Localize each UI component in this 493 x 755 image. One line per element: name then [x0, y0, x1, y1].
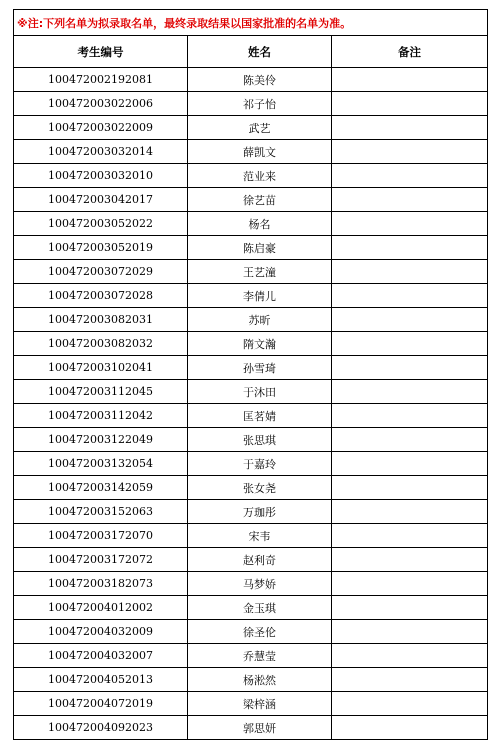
- table-row: [14, 92, 488, 116]
- cell-remark: [332, 452, 488, 476]
- header-name: 姓名: [188, 36, 332, 68]
- table-row: [14, 524, 488, 548]
- table-row: [14, 692, 488, 716]
- cell-exam-id: 100472003022006: [14, 92, 188, 116]
- cell-remark: [332, 68, 488, 92]
- cell-remark: [332, 476, 488, 500]
- cell-remark: [332, 212, 488, 236]
- cell-exam-id: 100472003102041: [14, 356, 188, 380]
- cell-exam-id: 100472003112042: [14, 404, 188, 428]
- cell-remark: [332, 284, 488, 308]
- cell-name: 徐圣伦: [188, 620, 332, 644]
- cell-name: 乔慧莹: [188, 644, 332, 668]
- cell-exam-id: 100472003122049: [14, 428, 188, 452]
- cell-remark: [332, 524, 488, 548]
- table-row: [14, 140, 488, 164]
- cell-remark: [332, 668, 488, 692]
- table-row: [14, 500, 488, 524]
- cell-name: 祁子怡: [188, 92, 332, 116]
- cell-exam-id: 100472004052013: [14, 668, 188, 692]
- cell-remark: [332, 116, 488, 140]
- cell-remark: [332, 236, 488, 260]
- cell-name: 于嘉玲: [188, 452, 332, 476]
- cell-name: 于沐田: [188, 380, 332, 404]
- table-row: [14, 620, 488, 644]
- table-row: [14, 428, 488, 452]
- cell-name: 隋文瀚: [188, 332, 332, 356]
- cell-name: 杨淞然: [188, 668, 332, 692]
- cell-exam-id: 100472002192081: [14, 68, 188, 92]
- cell-remark: [332, 404, 488, 428]
- cell-name: 苏昕: [188, 308, 332, 332]
- cell-name: 李倩儿: [188, 284, 332, 308]
- table-row: [14, 452, 488, 476]
- table-row: [14, 236, 488, 260]
- cell-exam-id: 100472004032007: [14, 644, 188, 668]
- cell-exam-id: 100472003182073: [14, 572, 188, 596]
- table-row: [14, 548, 488, 572]
- cell-name: 匡茗婧: [188, 404, 332, 428]
- table-row: [14, 68, 488, 92]
- cell-name: 张女尧: [188, 476, 332, 500]
- cell-remark: [332, 548, 488, 572]
- cell-remark: [332, 164, 488, 188]
- cell-name: 宋韦: [188, 524, 332, 548]
- note-row: [14, 10, 488, 36]
- table-row: [14, 188, 488, 212]
- cell-name: 武艺: [188, 116, 332, 140]
- table-row: [14, 284, 488, 308]
- cell-name: 杨名: [188, 212, 332, 236]
- table-row: [14, 404, 488, 428]
- cell-exam-id: 100472004072019: [14, 692, 188, 716]
- cell-name: 范业来: [188, 164, 332, 188]
- cell-exam-id: 100472003152063: [14, 500, 188, 524]
- cell-remark: [332, 188, 488, 212]
- cell-exam-id: 100472003082031: [14, 308, 188, 332]
- cell-exam-id: 100472003032010: [14, 164, 188, 188]
- cell-exam-id: 100472003132054: [14, 452, 188, 476]
- cell-remark: [332, 500, 488, 524]
- header-exam-id: 考生编号: [14, 36, 188, 68]
- cell-name: 金玉琪: [188, 596, 332, 620]
- cell-remark: [332, 140, 488, 164]
- table-row: [14, 260, 488, 284]
- cell-exam-id: 100472004012002: [14, 596, 188, 620]
- cell-exam-id: 100472003142059: [14, 476, 188, 500]
- table-row: [14, 596, 488, 620]
- cell-remark: [332, 620, 488, 644]
- table-row: [14, 572, 488, 596]
- cell-name: 马梦娇: [188, 572, 332, 596]
- cell-remark: [332, 260, 488, 284]
- cell-remark: [332, 572, 488, 596]
- cell-name: 梁梓涵: [188, 692, 332, 716]
- admission-list-sheet: [13, 9, 487, 740]
- cell-remark: [332, 380, 488, 404]
- table-row: [14, 212, 488, 236]
- cell-remark: [332, 692, 488, 716]
- cell-exam-id: 100472003052019: [14, 236, 188, 260]
- table-row: [14, 644, 488, 668]
- cell-remark: [332, 428, 488, 452]
- cell-exam-id: 100472003052022: [14, 212, 188, 236]
- cell-exam-id: 100472003172070: [14, 524, 188, 548]
- cell-name: 徐艺苗: [188, 188, 332, 212]
- cell-exam-id: 100472003072028: [14, 284, 188, 308]
- cell-name: 万珈彤: [188, 500, 332, 524]
- cell-exam-id: 100472003032014: [14, 140, 188, 164]
- cell-remark: [332, 716, 488, 740]
- table-row: [14, 332, 488, 356]
- cell-exam-id: 100472004092023: [14, 716, 188, 740]
- cell-exam-id: 100472003112045: [14, 380, 188, 404]
- cell-name: 赵利奇: [188, 548, 332, 572]
- cell-exam-id: 100472003022009: [14, 116, 188, 140]
- table-row: [14, 116, 488, 140]
- admission-table: [13, 9, 488, 740]
- cell-name: 薛凯文: [188, 140, 332, 164]
- cell-remark: [332, 92, 488, 116]
- cell-exam-id: 100472003172072: [14, 548, 188, 572]
- table-row: [14, 716, 488, 740]
- table-row: [14, 164, 488, 188]
- cell-name: 张思琪: [188, 428, 332, 452]
- cell-name: 陈美伶: [188, 68, 332, 92]
- table-row: [14, 476, 488, 500]
- cell-exam-id: 100472003042017: [14, 188, 188, 212]
- cell-remark: [332, 308, 488, 332]
- cell-exam-id: 100472004032009: [14, 620, 188, 644]
- table-row: [14, 668, 488, 692]
- cell-name: 王艺潼: [188, 260, 332, 284]
- cell-name: 孙雪琦: [188, 356, 332, 380]
- cell-remark: [332, 596, 488, 620]
- cell-name: 郭思妍: [188, 716, 332, 740]
- cell-remark: [332, 644, 488, 668]
- cell-exam-id: 100472003072029: [14, 260, 188, 284]
- table-row: [14, 356, 488, 380]
- table-row: [14, 380, 488, 404]
- note-text: ※注:下列名单为拟录取名单，最终录取结果以国家批准的名单为准。: [14, 10, 488, 36]
- header-row: [14, 36, 488, 68]
- cell-remark: [332, 332, 488, 356]
- cell-exam-id: 100472003082032: [14, 332, 188, 356]
- cell-remark: [332, 356, 488, 380]
- cell-name: 陈启豪: [188, 236, 332, 260]
- table-row: [14, 308, 488, 332]
- header-remark: 备注: [332, 36, 488, 68]
